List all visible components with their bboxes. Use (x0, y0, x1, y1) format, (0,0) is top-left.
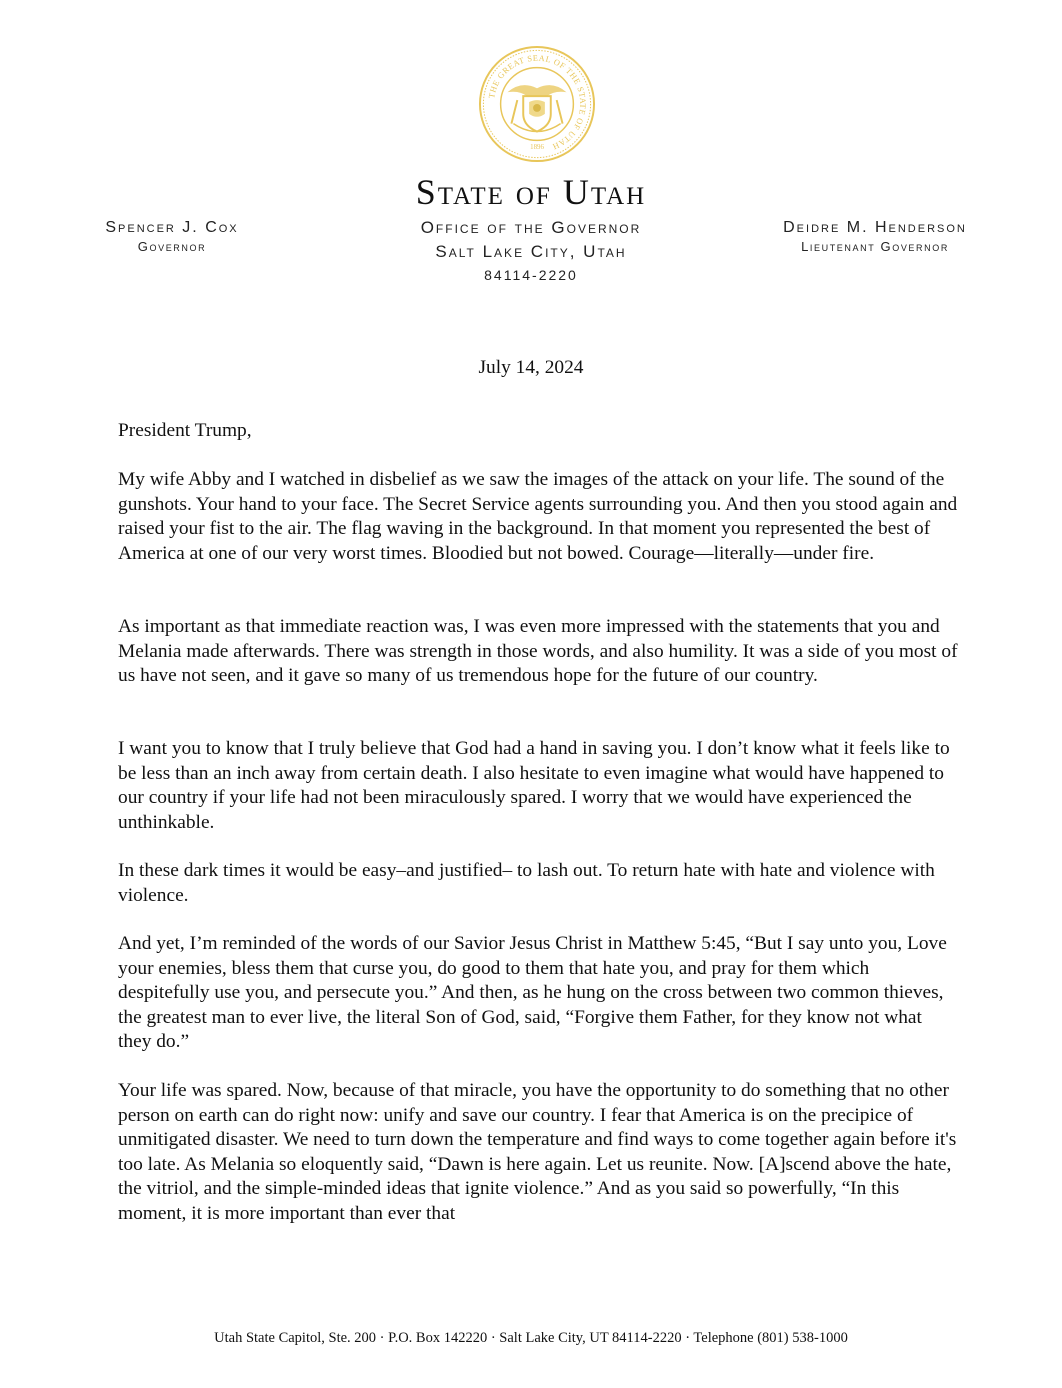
paragraph-text: In these dark times it would be easy–and justified– to lash out. To return hate with hate and violence with violence. (118, 860, 935, 906)
paragraph-text: My wife Abby and I watched in disbelief as we saw the images of the attack on your life. The sound of the gunshots. Your hand to your face. The Secret Service agents surrounding you. And then you stood again and raised your fist to the air. The flag waving in the background. In that moment you represented the best of America at one of our very worst times. Bloodied but not bowed. Courage—literally—under fire. (118, 469, 958, 564)
governor-block (80, 218, 264, 256)
paragraph-6 (118, 1079, 958, 1226)
paragraph-text: And yet, I’m reminded of the words of our Savior Jesus Christ in Matthew 5:45, “But I say unto you, Love your enemies, bless them that curse you, do good to them that hate you, and pray for them which despitefully use you, and persecute you.” And then, as he hung on the cross between two common thieves, the greatest man to ever live, the literal Son of God, said, “Forgive them Father, for they know not what they do.” (118, 933, 947, 1052)
office-name: Office of the Governor (420, 218, 642, 237)
paragraph-2 (118, 615, 958, 689)
letter-date: July 14, 2024 (478, 357, 584, 378)
svg-text:THE GREAT SEAL OF THE STATE OF: THE GREAT SEAL OF THE STATE OF UTAH (487, 53, 588, 152)
paragraph-3 (118, 737, 958, 835)
paragraph-text: Your life was spared. Now, because of that miracle, you have the opportunity to do something that no other person on earth can do right now: unify and save our country. I fear that America is on the precipice of unmitigated disaster. We need to turn down the temperature and find ways to come together again before it's too late. As Melania so eloquently said, “Dawn is here again. Let us reunite. Now. [A]scend above the hate, the vitriol, and the simple-minded ideas that ignite violence.” And as you said so powerfully, “In this moment, it is more important than ever that (118, 1080, 957, 1224)
footer-address: Utah State Capitol, Ste. 200 · P.O. Box 142220 · Salt Lake City, UT 84114-2220 · Telephone (801) 538-1000 (214, 1330, 848, 1346)
lt-governor-name: Deidre M. Henderson (783, 219, 967, 236)
governor-title: Governor (137, 239, 207, 254)
seal-year: 1896 (530, 144, 544, 152)
paragraph-5 (118, 932, 958, 1055)
paragraph-text: I want you to know that I truly believe that God had a hand in saving you. I don’t know what it feels like to be less than an inch away from certain death. I also hesitate to even imagine what would have happened to our country if your life had not been miraculously spared. I worry that we would have experienced the unthinkable. (118, 738, 950, 833)
office-city: Salt Lake City, Utah (435, 242, 627, 261)
lt-governor-title: Lieutenant Governor (801, 239, 949, 254)
paragraph-text: As important as that immediate reaction was, I was even more impressed with the statements that you and Melania made afterwards. There was strength in those words, and also humility. It was a side of you most of us have not seen, and it gave so many of us tremendous hope for the future of our country. (118, 616, 958, 686)
salutation: President Trump, (118, 420, 252, 441)
governor-name: Spencer J. Cox (105, 219, 239, 236)
paragraph-4 (118, 859, 958, 908)
lt-governor-block (760, 218, 990, 256)
state-title: State of Utah (415, 172, 647, 212)
office-zip: 84114-2220 (484, 267, 578, 283)
state-seal (478, 45, 596, 163)
paragraph-1 (118, 468, 958, 566)
